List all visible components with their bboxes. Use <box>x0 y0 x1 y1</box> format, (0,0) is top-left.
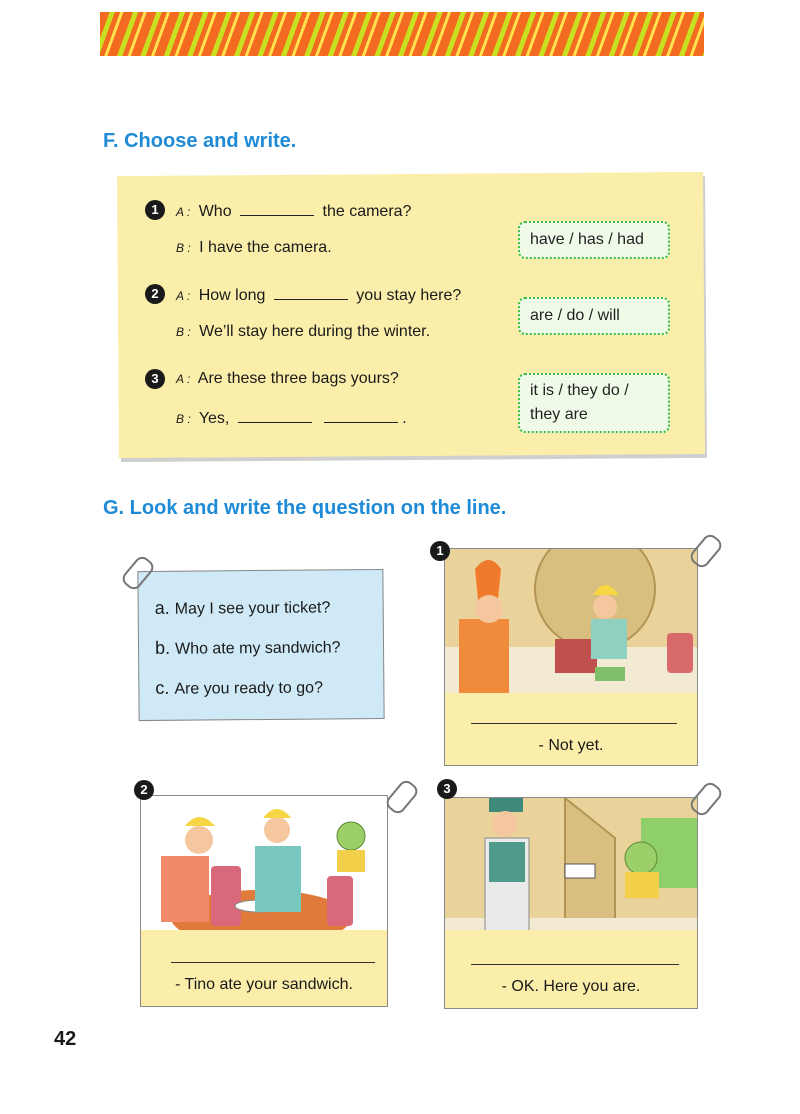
item-2-question <box>176 285 461 305</box>
picture-card-1 <box>444 548 698 766</box>
item-2-answer <box>176 323 430 341</box>
speaker-label: A : <box>176 289 191 303</box>
choice-box-1 <box>518 221 670 259</box>
item-number-badge: 1 <box>145 200 165 220</box>
question-text-end: the camera? <box>322 203 412 220</box>
question-text-start: How long <box>198 287 266 304</box>
answer-blank[interactable] <box>274 285 348 300</box>
speaker-label: B : <box>176 325 191 339</box>
section-g-title: G. Look and write the question on the line. <box>103 497 507 519</box>
picture-card-3 <box>444 797 698 1009</box>
option-letter: a. <box>154 597 170 618</box>
choice-box-3 <box>518 373 670 433</box>
item-number-badge: 2 <box>145 284 165 304</box>
picture-3-illustration <box>445 798 697 932</box>
item-1-question <box>176 201 411 221</box>
item-3-answer <box>176 408 407 428</box>
picture-3-answer: - OK. Here you are. <box>501 978 641 995</box>
speaker-label: B : <box>176 412 191 426</box>
answer-write-line[interactable] <box>171 962 375 963</box>
picture-1-answer: - Not yet. <box>538 737 604 754</box>
item-3-question <box>176 370 399 388</box>
page-number: 42 <box>54 1028 77 1050</box>
option-b <box>155 636 341 659</box>
option-text: Who ate my sandwich? <box>174 639 341 658</box>
option-c <box>155 676 323 698</box>
question-options-card <box>137 569 384 721</box>
answer-blank[interactable] <box>238 408 312 423</box>
option-text: May I see your ticket? <box>174 599 331 618</box>
answer-text: We’ll stay here during the winter. <box>199 323 431 340</box>
picture-card-2 <box>140 795 388 1007</box>
picture-number-badge: 1 <box>430 541 450 561</box>
caption-area <box>141 930 387 1006</box>
option-letter: b. <box>154 637 171 658</box>
choice-box-2 <box>518 297 670 335</box>
answer-text-start: Yes, <box>198 410 230 427</box>
picture-number-badge: 2 <box>134 780 154 800</box>
answer-write-line[interactable] <box>471 723 677 724</box>
paper-clip-icon <box>383 778 420 817</box>
caption-area <box>445 930 697 1008</box>
decorative-stripe-banner <box>100 12 704 56</box>
answer-text-end: . <box>402 410 407 427</box>
speaker-label: A : <box>176 372 191 386</box>
option-a <box>155 596 331 619</box>
item-number-badge: 3 <box>145 369 165 389</box>
choice-text: have / has / had <box>530 231 644 248</box>
speaker-label: B : <box>176 241 191 255</box>
picture-number-badge: 3 <box>437 779 457 799</box>
option-text: Are you ready to go? <box>174 679 324 698</box>
picture-1-illustration <box>445 549 697 693</box>
speaker-label: A : <box>176 205 191 219</box>
item-1-answer <box>176 239 332 257</box>
question-text-end: you stay here? <box>356 287 462 304</box>
answer-write-line[interactable] <box>471 964 679 965</box>
option-letter: c. <box>155 677 170 698</box>
picture-2-answer: - Tino ate your sandwich. <box>175 976 353 993</box>
choice-text: are / do / will <box>530 307 620 324</box>
picture-2-illustration <box>141 796 387 932</box>
question-text-start: Who <box>198 203 232 220</box>
question-text: Are these three bags yours? <box>197 370 399 387</box>
choice-text: it is / they do / <box>530 382 629 399</box>
answer-blank[interactable] <box>240 201 314 216</box>
choice-text: they are <box>530 406 588 423</box>
answer-text: I have the camera. <box>199 239 332 256</box>
section-f-title: F. Choose and write. <box>103 130 297 152</box>
answer-blank[interactable] <box>324 408 398 423</box>
